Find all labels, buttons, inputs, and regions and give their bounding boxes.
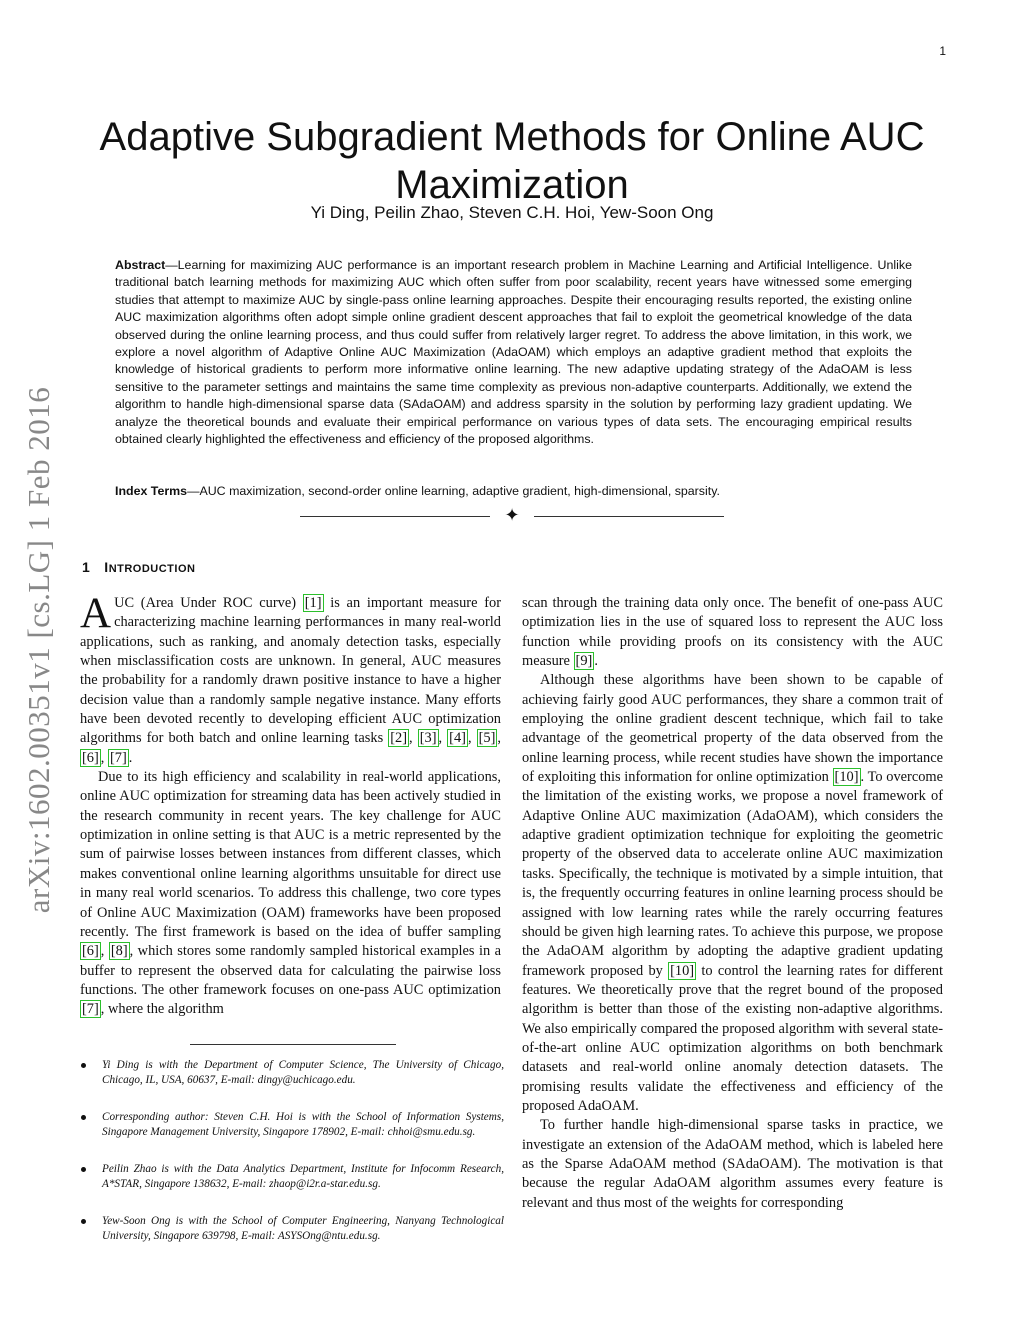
section-heading	[82, 559, 195, 575]
abstract-label: Abstract	[115, 258, 166, 272]
page-number: 1	[939, 44, 946, 58]
footnotes	[80, 1058, 504, 1266]
bullet-icon	[81, 1115, 86, 1120]
left-column	[80, 590, 502, 1020]
section-number: 1	[82, 559, 91, 575]
drop-cap: A	[80, 590, 112, 637]
divider-star-icon: ✦	[504, 505, 520, 525]
citation-link[interactable]: [10]	[670, 962, 695, 979]
arxiv-stamp	[14, 360, 64, 940]
footnote-item: Corresponding author: Steven C.H. Hoi is with the School of Information Systems, Singapore Management University, Singapore 178902, E-mail: chhoi@smu.edu.sg.	[80, 1110, 504, 1139]
citation-link[interactable]: [5]	[478, 730, 496, 747]
index-terms-label: Index Terms	[115, 484, 188, 498]
paragraph: Although these algorithms have been shown to be capable of achieving fairly good AUC performances, they share a common trait of employing the online gradient descent technique, which fail to take advantage of the geometrical property of the data observed from the online learning process, while recent studies have shown the importance of exploiting this information for online optimization [10] . To overcome the limitation of the existing works, we propose a novel framework of Adaptive Online AUC maximization (AdaOAM), which considers the adaptive gradient optimization technique for exploiting the geometric property of the observed data to accelerate online AUC maximization tasks. Specifically, the technique is motivated by a simple intuition, that is, the frequently occurring features in online learning process should be assigned with low learning rates while the rarely occurring features should be given high learning rates. To achieve this purpose, we propose the AdaOAM algorithm by adopting the adaptive gradient updating framework proposed by [10] to control the learning rates for different features. We theoretically prove that the regret bound of the proposed algorithm is better than those of the existing non-adaptive algorithms. We also empirically compared the proposed algorithm with several state-of-the-art online AUC optimization algorithms on both benchmark datasets and real-world online anomaly detection datasets. The promising results validate the effectiveness and efficiency of the proposed AdaOAM.	[522, 672, 944, 1114]
section-title-rest: NTRODUCTION	[108, 563, 196, 575]
bullet-icon	[81, 1167, 86, 1172]
abstract-text: —Learning for maximizing AUC performance is an important research problem in Machine Learning and Artificial Intelligence. Unlike traditional batch learning methods for maximizing AUC which often suffer from poor scalability, recent years have witnessed some emerging studies that attempt to maximize AUC by single-pass online learning approaches. Despite their encouraging results reported, the existing online AUC maximization algorithms often adopt simple online gradient descent approaches that fail to exploit the geometrical knowledge of the data observed during the online learning process, and thus could suffer from relatively larger regret. To address the above limitation, in this work, we explore a novel algorithm of Adaptive Online AUC Maximization (AdaOAM) which employs an adaptive gradient method that exploits the knowledge of historical gradients to perform more informative online learning. The new adaptive updating strategy of the AdaOAM is less sensitive to the parameter settings and maintains the same time complexity as previous non-adaptive counterparts. Additionally, we extend the algorithm to handle high-dimensional sparse data (SAdaOAM) and address sparsity in the solution by performing lazy gradient updating. We analyze the theoretical bounds and evaluate their empirical performance on various types of data sets. The encouraging empirical results obtained clearly highlighted the effectiveness and efficiency of the proposed algorithms.	[115, 258, 912, 447]
index-terms	[115, 483, 912, 500]
footnote-rule	[190, 1044, 396, 1045]
citation-link[interactable]: [7]	[82, 1001, 99, 1018]
citation-link[interactable]: [4]	[449, 730, 466, 747]
citation-link[interactable]: [6]	[82, 943, 99, 960]
arxiv-stamp-text: arXiv:1602.00351v1 [cs.LG] 1 Feb 2016	[21, 386, 56, 914]
bullet-icon	[81, 1219, 86, 1224]
bullet-icon	[81, 1063, 86, 1068]
section-title-initial: I	[104, 559, 109, 575]
citation-link[interactable]: [6]	[82, 749, 99, 766]
footnote-item: Yi Ding is with the Department of Computer Science, The University of Chicago, Chicago, IL, USA, 60637, E-mail: dingy@uchicago.edu.	[80, 1058, 504, 1087]
citation-link[interactable]: [8]	[110, 943, 128, 960]
paragraph: Due to its high efficiency and scalability in real-world applications, online AUC optimization for streaming data has been actively studied in the research community in recent years. The key challenge for AUC optimization in online setting is that AUC is a metric represented by the sum of pairwise losses between instances from different classes, which makes conventional online learning algorithms unsuitable for direct use in many real world scenarios. To address this challenge, two core types of Online AUC Maximization (OAM) frameworks have been proposed recently. The first framework is based on the idea of buffer sampling [6] , [8] , which stores some randomly sampled historical examples in a buffer to represent the observed data for calculating the pairwise loss functions. The other framework focuses on one-pass AUC optimization [7] , where the algorithm	[80, 769, 501, 1018]
paper-title: Adaptive Subgradient Methods for Online AUC Maximization	[99, 114, 925, 207]
divider-line-right	[534, 516, 724, 517]
citation-link[interactable]: [7]	[109, 749, 127, 766]
paragraph: AUC (Area Under ROC curve) [1] is an important measure for characterizing machine learning performances in many real-world applications, such as ranking, and anomaly detection tasks, especially when misclassification costs are unknown. In general, AUC measures the probability for a randomly drawn positive instance to have a higher decision value than a randomly sample negative instance. Many efforts have been devoted recently to developing efficient AUC optimization algorithms for both batch and online learning tasks [2] , [3] , [4] , [5] , [6] , [7] .	[80, 590, 502, 766]
footnote-item: Yew-Soon Ong is with the School of Computer Engineering, Nanyang Technological University, Singapore 639798, E-mail: ASYSOng@ntu.edu.sg.	[80, 1214, 504, 1243]
citation-link[interactable]: [3]	[419, 730, 437, 747]
footnote-item: Peilin Zhao is with the Data Analytics Department, Institute for Infocomm Research, A*STAR, Singapore 138632, E-mail: zhaop@i2r.a-star.edu.sg.	[80, 1162, 504, 1191]
section-divider	[300, 505, 724, 526]
index-terms-text: —AUC maximization, second-order online learning, adaptive gradient, high-dimensional, sparsity.	[187, 484, 720, 498]
paragraph: scan through the training data only once. The benefit of one-pass AUC optimization lies in the use of squared loss to represent the AUC loss function while providing proofs on its consistency with the AUC measure [9] .	[522, 595, 943, 670]
citation-link[interactable]: [1]	[304, 595, 322, 611]
paragraph: To further handle high-dimensional sparse tasks in practice, we investigate an extension of the AdaOAM method, which is labeled here as the Sparse AdaOAM method (SAdaOAM). The motivation is that because the regular AdaOAM algorithm assumes every feature is relevant and thus most of the weights for corresponding	[522, 1117, 943, 1211]
abstract	[115, 257, 912, 448]
divider-line-left	[300, 516, 490, 517]
citation-link[interactable]: [9]	[575, 653, 593, 670]
citation-link[interactable]: [10]	[834, 769, 859, 786]
author-list: Yi Ding, Peilin Zhao, Steven C.H. Hoi, Yew-Soon Ong	[310, 203, 714, 222]
right-column	[522, 594, 943, 1213]
citation-link[interactable]: [2]	[390, 730, 408, 747]
